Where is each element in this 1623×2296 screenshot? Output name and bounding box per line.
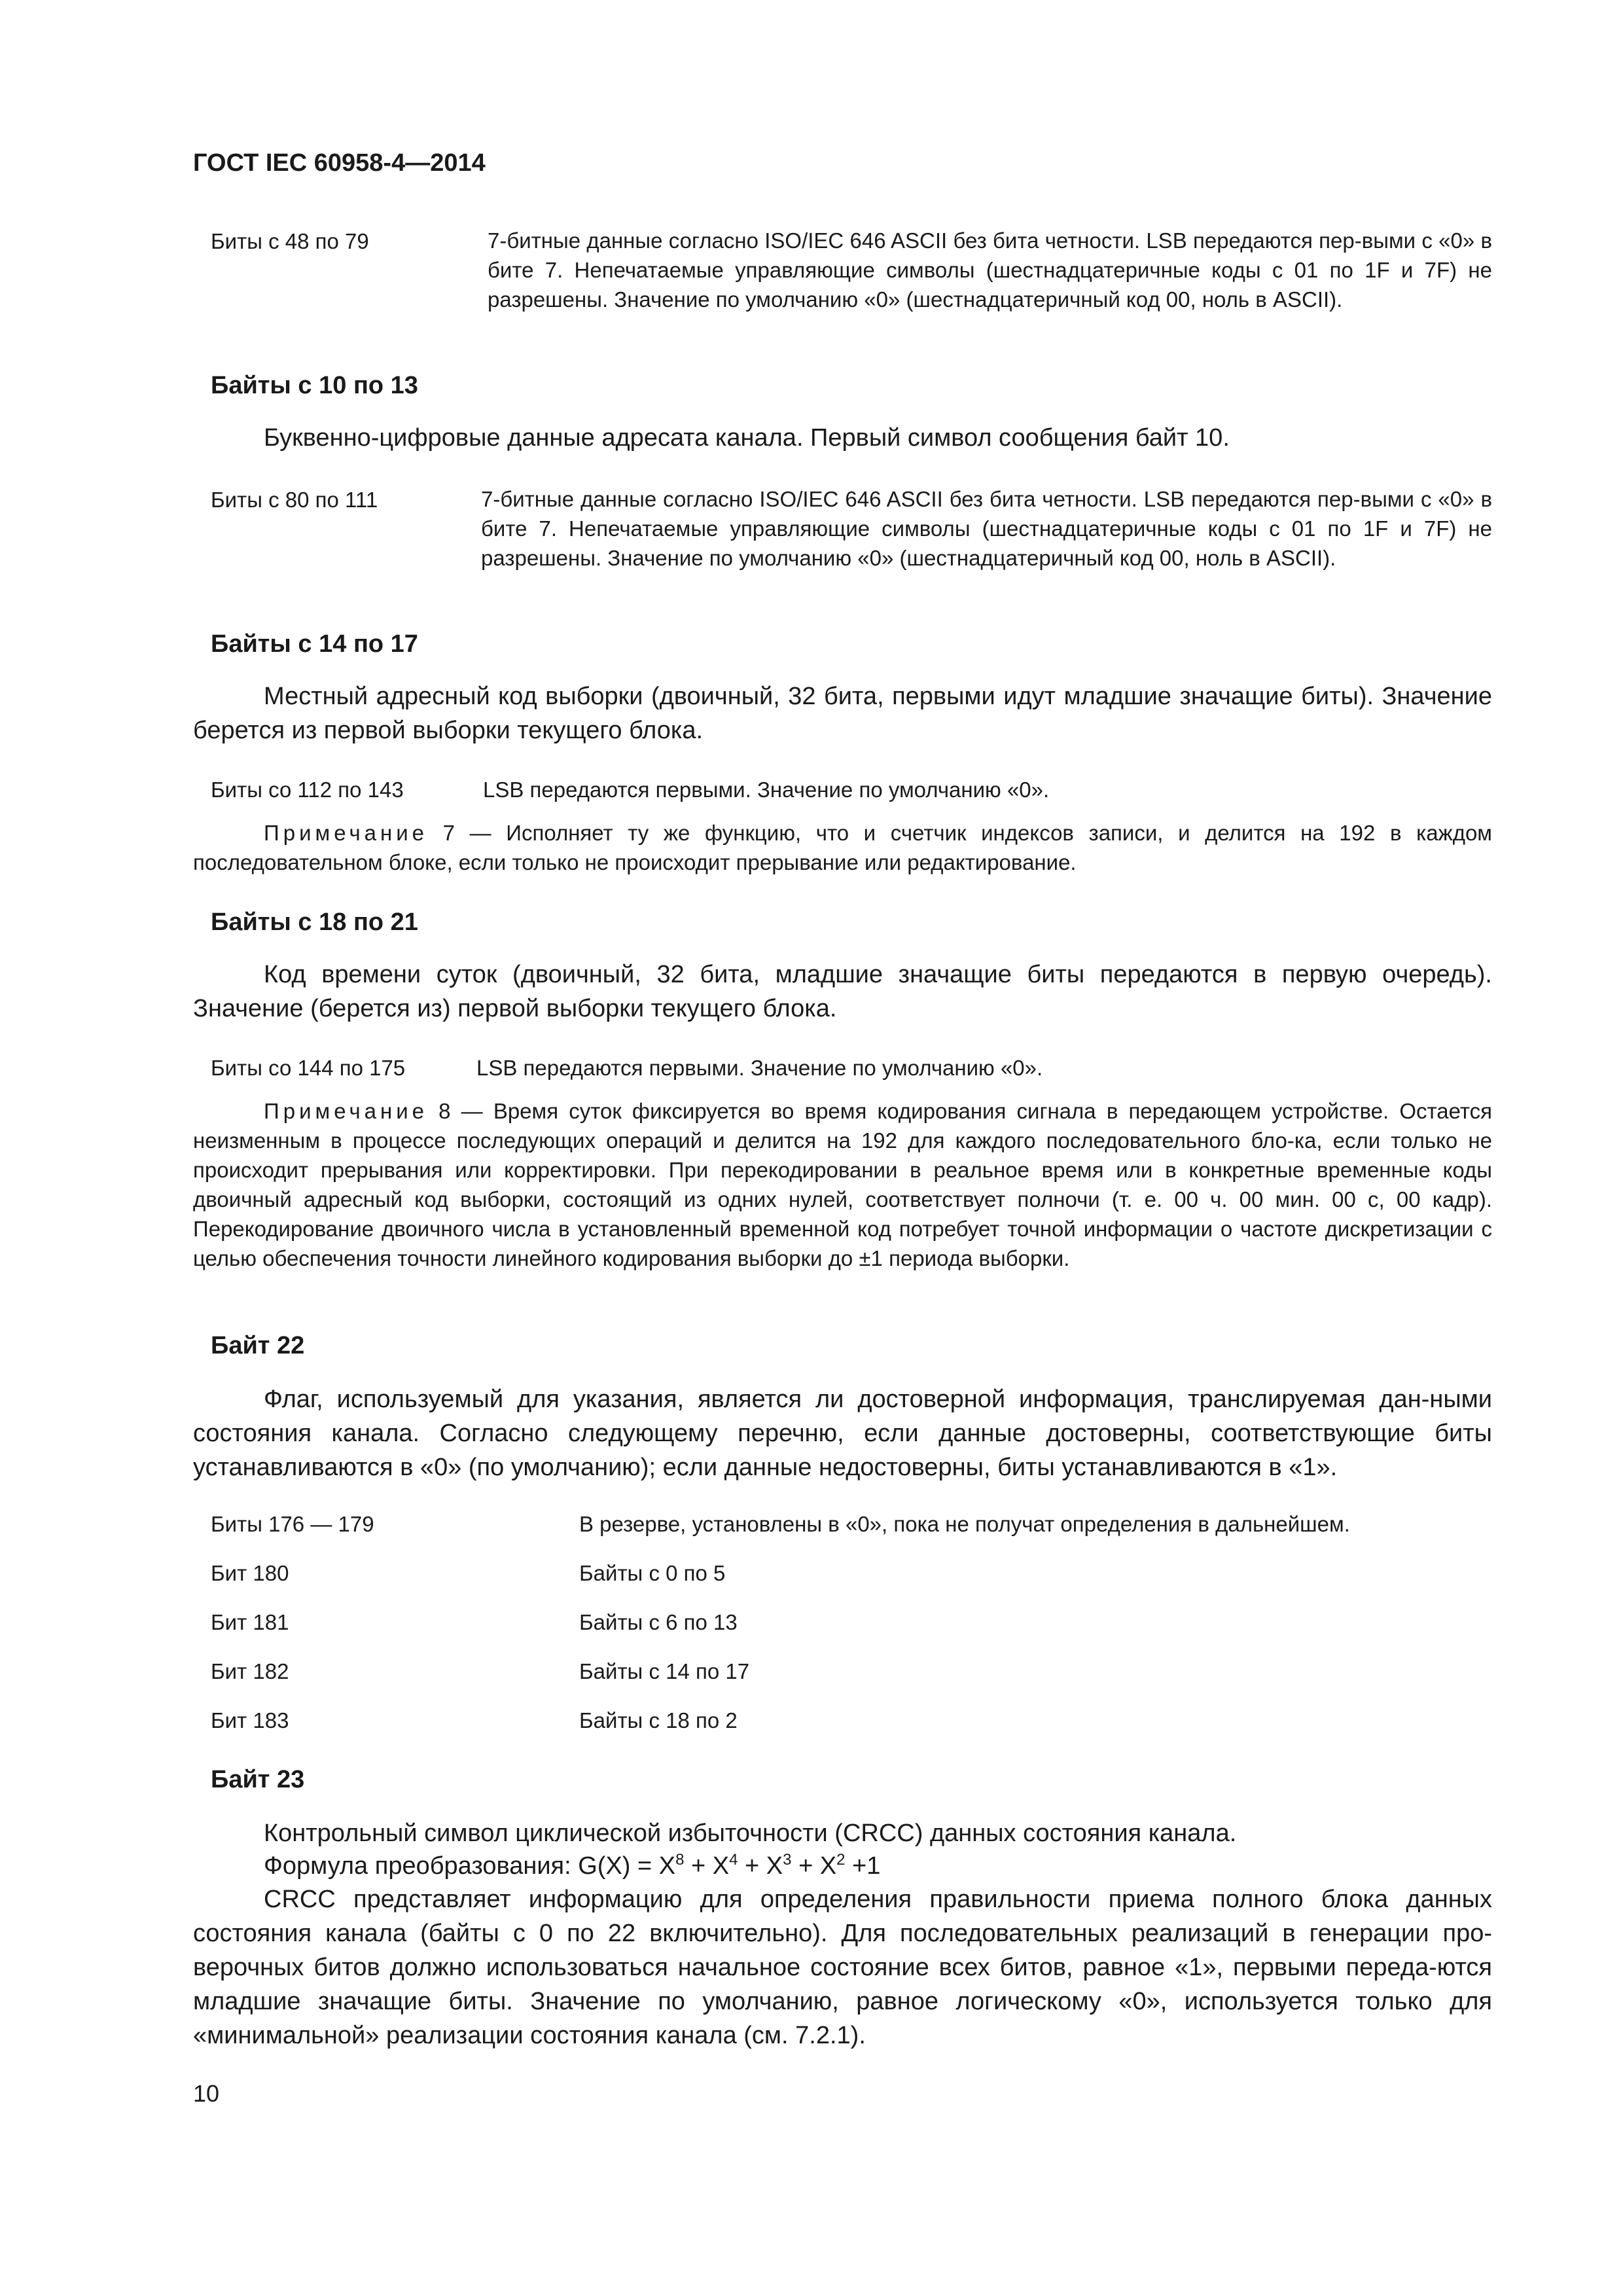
bits-desc-48-79: 7-битные данные согласно ISO/IEC 646 ASCII без бита четности. LSB передаются пер-выми с «0» в бите 7. Непечатаемые управляющие символы (шестнадцатеричные коды с 01 по 1F и 7F) не разрешены. Значение по умолчанию «0» (шестнадцатеричный код 00, ноль в ASCII). <box>488 228 1492 312</box>
bits-label-48-79: Биты с 48 по 79 <box>211 229 369 253</box>
heading-byte-22: Байт 22 <box>211 1332 305 1359</box>
formula-term: + X <box>684 1852 730 1880</box>
table-row-value: Байты с 18 по 2 <box>579 1708 738 1732</box>
note-text: 7 — Исполняет ту же функцию, что и счетчик индексов записи, и делится на 192 в каждом последовательном блоке, если только не происходит прерывание или редактирование. <box>193 821 1492 874</box>
table-row-bit: Бит 183 <box>211 1708 289 1732</box>
bits-desc-80-111: 7-битные данные согласно ISO/IEC 646 ASCII без бита четности. LSB передаются пер-выми с «0» в бите 7. Непечатаемые управляющие символы (шестнадцатеричные коды с 01 по 1F и 7F) не разрешены. Значение по умолчанию «0» (шестнадцатеричный код 00, ноль в ASCII). <box>481 487 1492 570</box>
formula-exp: 3 <box>783 1851 792 1869</box>
note-word: Примечание <box>264 1099 429 1123</box>
text-bytes-18-21: Код времени суток (двоичный, 32 бита, младшие значащие биты передаются в первую очередь). Значение (берется из) первой выборки текущего блока. <box>193 961 1492 1022</box>
heading-bytes-18-21: Байты с 18 по 21 <box>211 908 418 936</box>
formula-term: + X <box>738 1852 783 1880</box>
table-row-value: Байты с 0 по 5 <box>579 1561 726 1585</box>
document-header: ГОСТ IEC 60958-4—2014 <box>193 149 486 177</box>
text-byte-23-para: CRCC представляет информацию для определения правильности приема полного блока данных состояния канала (байты с 0 по 22 включительно). Для последовательных реализаций в генерации про-верочных битов должно использоваться начальное состояние всех битов, равное «1», первыми переда-ются младшие значащие биты. Значение по умолчанию, равное логическому «0», используется только для «минимальной» реализации состояния канала (см. 7.2.1). <box>193 1886 1492 2049</box>
text-byte-22: Флаг, используемый для указания, является ли достоверной информация, транслируемая дан-ными состояния канала. Согласно следующему перечню, если данные достоверны, соответствующие биты устанавливаются в «0» (по умолчанию); если данные недостоверны, биты устанавливаются в «1». <box>193 1386 1492 1481</box>
formula-exp: 4 <box>729 1851 738 1869</box>
bits-label-144-175: Биты со 144 по 175 <box>211 1056 406 1080</box>
table-row-value: В резерве, установлены в «0», пока не получат определения в дальнейшем. <box>579 1512 1350 1536</box>
note-word: Примечание <box>264 821 429 845</box>
text-bytes-10-13: Буквенно-цифровые данные адресата канала. Первый символ сообщения байт 10. <box>264 424 1230 452</box>
note-7 <box>193 818 1492 877</box>
heading-byte-23: Байт 23 <box>211 1766 305 1793</box>
bits-desc-112-143: LSB передаются первыми. Значение по умолчанию «0». <box>483 778 1050 802</box>
table-row-value: Байты с 14 по 17 <box>579 1659 750 1683</box>
table-row-bit: Бит 181 <box>211 1610 289 1634</box>
heading-bytes-14-17: Байты с 14 по 17 <box>211 630 418 658</box>
text-byte-23-line1: Контрольный символ циклической избыточности (CRCC) данных состояния канала. <box>264 1820 1237 1847</box>
formula-prefix: Формула преобразования: G(X) = X <box>264 1852 676 1880</box>
table-row-bit: Бит 182 <box>211 1659 289 1683</box>
page-number: 10 <box>193 2080 220 2107</box>
table-row-bit: Бит 180 <box>211 1561 289 1585</box>
formula-exp: 2 <box>836 1851 846 1869</box>
formula-term: + X <box>791 1852 837 1880</box>
formula <box>264 1849 880 1883</box>
text-bytes-14-17: Местный адресный код выборки (двоичный, 32 бита, первыми идут младшие значащие биты). Значение берется из первой выборки текущего блока. <box>193 683 1492 744</box>
formula-term: +1 <box>845 1852 881 1880</box>
bits-desc-144-175: LSB передаются первыми. Значение по умолчанию «0». <box>476 1056 1043 1080</box>
note-8 <box>193 1096 1492 1273</box>
table-row-bit: Биты 176 — 179 <box>211 1512 374 1536</box>
note-text: 8 — Время суток фиксируется во время кодирования сигнала в передающем устройстве. Остается неизменным в процессе последующих операций и делится на 192 для каждого последовательного бло-ка, если только не происходит прерывания или корректировки. При перекодировании в реальное время или в конкретные временные коды двоичный адресный код выборки, состоящий из одних нулей, соответствует полночи (т. е. 00 ч. 00 мин. 00 с, 00 кадр). Перекодирование двоичного числа в установленный временной код потребует точной информации о частоте дискретизации с целью обеспечения точности линейного кодирования выборки до ±1 периода выборки. <box>193 1099 1492 1270</box>
bits-label-80-111: Биты с 80 по 111 <box>211 488 378 512</box>
bits-label-112-143: Биты со 112 по 143 <box>211 778 404 802</box>
formula-exp: 8 <box>675 1851 685 1869</box>
heading-bytes-10-13: Байты с 10 по 13 <box>211 372 418 399</box>
table-row-value: Байты с 6 по 13 <box>579 1610 738 1634</box>
